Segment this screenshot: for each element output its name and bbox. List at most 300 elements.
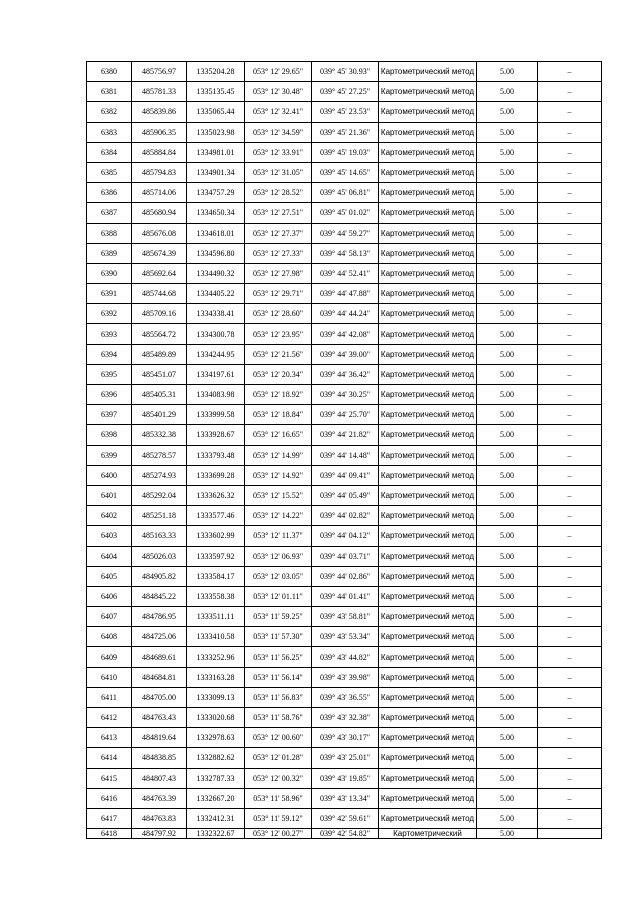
longitude-cell: 039° 44' 36.42": [312, 364, 379, 384]
precision-cell: 5.00: [477, 667, 538, 687]
y-coordinate-cell: 1333252.96: [187, 647, 245, 667]
latitude-cell: 053° 12' 14.99": [245, 445, 312, 465]
latitude-cell: 053° 12' 32.41": [245, 102, 312, 122]
y-coordinate-cell: 1333584.17: [187, 566, 245, 586]
note-cell: –: [538, 122, 602, 142]
precision-cell: 5.00: [477, 808, 538, 828]
precision-cell: 5.00: [477, 506, 538, 526]
table-row: [87, 425, 602, 445]
precision-cell: 5.00: [477, 829, 538, 839]
method-cell: Картометрический метод: [379, 667, 477, 687]
y-coordinate-cell: 1333699.28: [187, 465, 245, 485]
longitude-cell: 039° 43' 36.55": [312, 687, 379, 707]
method-cell: Картометрический метод: [379, 808, 477, 828]
y-coordinate-cell: 1334596.80: [187, 243, 245, 263]
x-coordinate-cell: 484763.39: [132, 788, 187, 808]
x-coordinate-cell: 485332.38: [132, 425, 187, 445]
point-number-cell: 6398: [87, 425, 132, 445]
method-cell: Картометрический метод: [379, 102, 477, 122]
method-cell: Картометрический метод: [379, 748, 477, 768]
x-coordinate-cell: 484786.95: [132, 607, 187, 627]
longitude-cell: 039° 44' 05.49": [312, 485, 379, 505]
point-number-cell: 6384: [87, 142, 132, 162]
note-cell: –: [538, 223, 602, 243]
longitude-cell: 039° 43' 19.85": [312, 768, 379, 788]
table-row: [87, 768, 602, 788]
x-coordinate-cell: 484705.00: [132, 687, 187, 707]
precision-cell: 5.00: [477, 687, 538, 707]
x-coordinate-cell: 484807.43: [132, 768, 187, 788]
y-coordinate-cell: 1333597.92: [187, 546, 245, 566]
precision-cell: 5.00: [477, 102, 538, 122]
point-number-cell: 6404: [87, 546, 132, 566]
longitude-cell: 039° 44' 52.41": [312, 263, 379, 283]
point-number-cell: 6409: [87, 647, 132, 667]
method-cell: Картометрический метод: [379, 142, 477, 162]
note-cell: –: [538, 808, 602, 828]
latitude-cell: 053° 11' 58.96": [245, 788, 312, 808]
latitude-cell: 053° 11' 59.25": [245, 607, 312, 627]
point-number-cell: 6383: [87, 122, 132, 142]
point-number-cell: 6395: [87, 364, 132, 384]
table-row: [87, 687, 602, 707]
method-cell: Картометрический метод: [379, 708, 477, 728]
point-number-cell: 6400: [87, 465, 132, 485]
y-coordinate-cell: 1334650.34: [187, 203, 245, 223]
note-cell: –: [538, 687, 602, 707]
method-cell: Картометрический метод: [379, 203, 477, 223]
point-number-cell: 6389: [87, 243, 132, 263]
method-cell: Картометрический метод: [379, 324, 477, 344]
latitude-cell: 053° 12' 16.65": [245, 425, 312, 445]
x-coordinate-cell: 485401.29: [132, 405, 187, 425]
table-row: [87, 808, 602, 828]
latitude-cell: 053° 12' 21.56": [245, 344, 312, 364]
note-cell: –: [538, 203, 602, 223]
table-row: [87, 122, 602, 142]
table-row: [87, 667, 602, 687]
longitude-cell: 039° 45' 27.25": [312, 82, 379, 102]
precision-cell: 5.00: [477, 425, 538, 445]
y-coordinate-cell: 1333511.11: [187, 607, 245, 627]
table-row: [87, 203, 602, 223]
point-number-cell: 6401: [87, 485, 132, 505]
note-cell: –: [538, 183, 602, 203]
latitude-cell: 053° 12' 29.71": [245, 284, 312, 304]
coordinates-table: [86, 61, 602, 839]
longitude-cell: 039° 44' 59.27": [312, 223, 379, 243]
note-cell: –: [538, 263, 602, 283]
y-coordinate-cell: 1333410.58: [187, 627, 245, 647]
x-coordinate-cell: 485839.86: [132, 102, 187, 122]
y-coordinate-cell: 1333558.38: [187, 586, 245, 606]
note-cell: –: [538, 586, 602, 606]
note-cell: –: [538, 324, 602, 344]
point-number-cell: 6411: [87, 687, 132, 707]
method-cell: Картометрический метод: [379, 485, 477, 505]
x-coordinate-cell: 484905.82: [132, 566, 187, 586]
note-cell: –: [538, 385, 602, 405]
longitude-cell: 039° 45' 06.81": [312, 183, 379, 203]
y-coordinate-cell: 1334338.41: [187, 304, 245, 324]
table-row: [87, 142, 602, 162]
x-coordinate-cell: 485781.33: [132, 82, 187, 102]
x-coordinate-cell: 485714.06: [132, 183, 187, 203]
latitude-cell: 053° 11' 57.30": [245, 627, 312, 647]
note-cell: –: [538, 405, 602, 425]
method-cell: Картометрический метод: [379, 183, 477, 203]
longitude-cell: 039° 44' 25.70": [312, 405, 379, 425]
method-cell: Картометрический метод: [379, 728, 477, 748]
table-row: [87, 607, 602, 627]
table-row: [87, 102, 602, 122]
method-cell: Картометрический метод: [379, 465, 477, 485]
table-row: [87, 263, 602, 283]
y-coordinate-cell: 1334618.01: [187, 223, 245, 243]
latitude-cell: 053° 12' 33.91": [245, 142, 312, 162]
note-cell: –: [538, 566, 602, 586]
note-cell: –: [538, 142, 602, 162]
longitude-cell: 039° 44' 09.41": [312, 465, 379, 485]
method-cell: Картометрический метод: [379, 364, 477, 384]
point-number-cell: 6380: [87, 62, 132, 82]
x-coordinate-cell: 485274.93: [132, 465, 187, 485]
method-cell: Картометрический метод: [379, 687, 477, 707]
note-cell: –: [538, 728, 602, 748]
note-cell: –: [538, 506, 602, 526]
longitude-cell: 039° 42' 54.82": [312, 829, 379, 839]
point-number-cell: 6403: [87, 526, 132, 546]
y-coordinate-cell: 1332667.20: [187, 788, 245, 808]
method-cell: Картометрический метод: [379, 445, 477, 465]
precision-cell: 5.00: [477, 82, 538, 102]
y-coordinate-cell: 1334757.29: [187, 183, 245, 203]
table-row: [87, 526, 602, 546]
note-cell: –: [538, 788, 602, 808]
precision-cell: 5.00: [477, 162, 538, 182]
latitude-cell: 053° 12' 20.34": [245, 364, 312, 384]
y-coordinate-cell: 1333999.58: [187, 405, 245, 425]
table-row: [87, 728, 602, 748]
method-cell: Картометрический метод: [379, 223, 477, 243]
longitude-cell: 039° 45' 23.53": [312, 102, 379, 122]
latitude-cell: 053° 12' 28.52": [245, 183, 312, 203]
y-coordinate-cell: 1334490.32: [187, 263, 245, 283]
y-coordinate-cell: 1335065.44: [187, 102, 245, 122]
method-cell: Картометрический метод: [379, 506, 477, 526]
precision-cell: 5.00: [477, 445, 538, 465]
x-coordinate-cell: 485026.03: [132, 546, 187, 566]
latitude-cell: 053° 12' 34.59": [245, 122, 312, 142]
note-cell: –: [538, 546, 602, 566]
latitude-cell: 053° 12' 01.28": [245, 748, 312, 768]
longitude-cell: 039° 44' 39.00": [312, 344, 379, 364]
method-cell: Картометрический метод: [379, 162, 477, 182]
point-number-cell: 6414: [87, 748, 132, 768]
note-cell: –: [538, 748, 602, 768]
precision-cell: 5.00: [477, 627, 538, 647]
precision-cell: 5.00: [477, 344, 538, 364]
y-coordinate-cell: 1332882.62: [187, 748, 245, 768]
point-number-cell: 6390: [87, 263, 132, 283]
method-cell: Картометрический метод: [379, 405, 477, 425]
table-row: [87, 162, 602, 182]
x-coordinate-cell: 485564.72: [132, 324, 187, 344]
note-cell: –: [538, 465, 602, 485]
precision-cell: 5.00: [477, 183, 538, 203]
table-row: [87, 364, 602, 384]
x-coordinate-cell: 485709.16: [132, 304, 187, 324]
table-row: [87, 647, 602, 667]
point-number-cell: 6416: [87, 788, 132, 808]
x-coordinate-cell: 485292.04: [132, 485, 187, 505]
table-row: [87, 223, 602, 243]
longitude-cell: 039° 45' 01.02": [312, 203, 379, 223]
note-cell: –: [538, 82, 602, 102]
note-cell: –: [538, 768, 602, 788]
note-cell: –: [538, 425, 602, 445]
longitude-cell: 039° 45' 19.03": [312, 142, 379, 162]
precision-cell: 5.00: [477, 284, 538, 304]
x-coordinate-cell: 485676.08: [132, 223, 187, 243]
y-coordinate-cell: 1335135.45: [187, 82, 245, 102]
table-row: [87, 829, 602, 839]
method-cell: Картометрический метод: [379, 607, 477, 627]
point-number-cell: 6402: [87, 506, 132, 526]
latitude-cell: 053° 12' 01.11": [245, 586, 312, 606]
note-cell: –: [538, 526, 602, 546]
method-cell: Картометрический метод: [379, 566, 477, 586]
point-number-cell: 6407: [87, 607, 132, 627]
note-cell: [538, 829, 602, 839]
note-cell: –: [538, 364, 602, 384]
method-cell: Картометрический метод: [379, 122, 477, 142]
point-number-cell: 6405: [87, 566, 132, 586]
latitude-cell: 053° 12' 27.33": [245, 243, 312, 263]
method-cell: Картометрический метод: [379, 768, 477, 788]
table-row: [87, 243, 602, 263]
x-coordinate-cell: 484689.61: [132, 647, 187, 667]
x-coordinate-cell: 485794.83: [132, 162, 187, 182]
longitude-cell: 039° 44' 02.82": [312, 506, 379, 526]
y-coordinate-cell: 1333099.13: [187, 687, 245, 707]
table-row: [87, 344, 602, 364]
latitude-cell: 053° 12' 00.60": [245, 728, 312, 748]
y-coordinate-cell: 1333577.46: [187, 506, 245, 526]
longitude-cell: 039° 44' 21.82": [312, 425, 379, 445]
precision-cell: 5.00: [477, 122, 538, 142]
x-coordinate-cell: 485756.97: [132, 62, 187, 82]
latitude-cell: 053° 12' 00.32": [245, 768, 312, 788]
x-coordinate-cell: 484725.06: [132, 627, 187, 647]
y-coordinate-cell: 1333928.67: [187, 425, 245, 445]
precision-cell: 5.00: [477, 203, 538, 223]
table-row: [87, 324, 602, 344]
y-coordinate-cell: 1332322.67: [187, 829, 245, 839]
y-coordinate-cell: 1332978.63: [187, 728, 245, 748]
x-coordinate-cell: 485906.35: [132, 122, 187, 142]
table-row: [87, 62, 602, 82]
precision-cell: 5.00: [477, 465, 538, 485]
point-number-cell: 6381: [87, 82, 132, 102]
point-number-cell: 6388: [87, 223, 132, 243]
precision-cell: 5.00: [477, 243, 538, 263]
method-cell: Картометрический метод: [379, 586, 477, 606]
note-cell: –: [538, 647, 602, 667]
x-coordinate-cell: 485692.64: [132, 263, 187, 283]
note-cell: –: [538, 607, 602, 627]
latitude-cell: 053° 11' 56.83": [245, 687, 312, 707]
longitude-cell: 039° 45' 14.65": [312, 162, 379, 182]
latitude-cell: 053° 12' 00.27": [245, 829, 312, 839]
latitude-cell: 053° 11' 59.12": [245, 808, 312, 828]
latitude-cell: 053° 12' 27.98": [245, 263, 312, 283]
precision-cell: 5.00: [477, 263, 538, 283]
latitude-cell: 053° 12' 27.51": [245, 203, 312, 223]
method-cell: Картометрический метод: [379, 647, 477, 667]
table-row: [87, 708, 602, 728]
longitude-cell: 039° 45' 30.93": [312, 62, 379, 82]
precision-cell: 5.00: [477, 385, 538, 405]
precision-cell: 5.00: [477, 586, 538, 606]
point-number-cell: 6393: [87, 324, 132, 344]
x-coordinate-cell: 484838.85: [132, 748, 187, 768]
table-row: [87, 385, 602, 405]
longitude-cell: 039° 43' 30.17": [312, 728, 379, 748]
note-cell: –: [538, 445, 602, 465]
x-coordinate-cell: 485451.07: [132, 364, 187, 384]
longitude-cell: 039° 44' 30.25": [312, 385, 379, 405]
latitude-cell: 053° 11' 56.25": [245, 647, 312, 667]
precision-cell: 5.00: [477, 304, 538, 324]
y-coordinate-cell: 1333020.68: [187, 708, 245, 728]
table-row: [87, 485, 602, 505]
note-cell: –: [538, 102, 602, 122]
note-cell: –: [538, 62, 602, 82]
note-cell: –: [538, 284, 602, 304]
point-number-cell: 6417: [87, 808, 132, 828]
method-cell: Картометрический метод: [379, 385, 477, 405]
latitude-cell: 053° 12' 03.05": [245, 566, 312, 586]
precision-cell: 5.00: [477, 566, 538, 586]
latitude-cell: 053° 12' 28.60": [245, 304, 312, 324]
x-coordinate-cell: 485489.89: [132, 344, 187, 364]
longitude-cell: 039° 44' 14.48": [312, 445, 379, 465]
longitude-cell: 039° 44' 04.12": [312, 526, 379, 546]
point-number-cell: 6392: [87, 304, 132, 324]
latitude-cell: 053° 12' 31.05": [245, 162, 312, 182]
point-number-cell: 6410: [87, 667, 132, 687]
point-number-cell: 6396: [87, 385, 132, 405]
method-cell: Картометрический метод: [379, 788, 477, 808]
longitude-cell: 039° 43' 39.98": [312, 667, 379, 687]
point-number-cell: 6387: [87, 203, 132, 223]
method-cell: Картометрический метод: [379, 263, 477, 283]
y-coordinate-cell: 1333163.28: [187, 667, 245, 687]
point-number-cell: 6382: [87, 102, 132, 122]
method-cell: Картометрический метод: [379, 425, 477, 445]
note-cell: –: [538, 304, 602, 324]
latitude-cell: 053° 12' 06.93": [245, 546, 312, 566]
y-coordinate-cell: 1332787.33: [187, 768, 245, 788]
precision-cell: 5.00: [477, 142, 538, 162]
longitude-cell: 039° 43' 58.81": [312, 607, 379, 627]
method-cell: Картометрический метод: [379, 546, 477, 566]
x-coordinate-cell: 485278.57: [132, 445, 187, 465]
x-coordinate-cell: 484684.81: [132, 667, 187, 687]
longitude-cell: 039° 44' 01.41": [312, 586, 379, 606]
method-cell: Картометрический метод: [379, 344, 477, 364]
note-cell: –: [538, 485, 602, 505]
point-number-cell: 6412: [87, 708, 132, 728]
y-coordinate-cell: 1334405.22: [187, 284, 245, 304]
table-row: [87, 586, 602, 606]
x-coordinate-cell: 484763.83: [132, 808, 187, 828]
latitude-cell: 053° 12' 11.37": [245, 526, 312, 546]
table-row: [87, 183, 602, 203]
precision-cell: 5.00: [477, 324, 538, 344]
table-row: [87, 405, 602, 425]
method-cell: Картометрический: [379, 829, 477, 839]
note-cell: –: [538, 667, 602, 687]
precision-cell: 5.00: [477, 748, 538, 768]
y-coordinate-cell: 1335023.98: [187, 122, 245, 142]
latitude-cell: 053° 12' 29.65": [245, 62, 312, 82]
y-coordinate-cell: 1335204.28: [187, 62, 245, 82]
latitude-cell: 053° 11' 58.76": [245, 708, 312, 728]
precision-cell: 5.00: [477, 546, 538, 566]
x-coordinate-cell: 485674.39: [132, 243, 187, 263]
longitude-cell: 039° 44' 58.13": [312, 243, 379, 263]
point-number-cell: 6397: [87, 405, 132, 425]
y-coordinate-cell: 1333793.48: [187, 445, 245, 465]
precision-cell: 5.00: [477, 405, 538, 425]
note-cell: –: [538, 627, 602, 647]
x-coordinate-cell: 485405.31: [132, 385, 187, 405]
method-cell: Картометрический метод: [379, 82, 477, 102]
x-coordinate-cell: 484819.64: [132, 728, 187, 748]
x-coordinate-cell: 485680.94: [132, 203, 187, 223]
y-coordinate-cell: 1334901.34: [187, 162, 245, 182]
table-row: [87, 627, 602, 647]
longitude-cell: 039° 44' 44.24": [312, 304, 379, 324]
precision-cell: 5.00: [477, 364, 538, 384]
method-cell: Картометрический метод: [379, 243, 477, 263]
precision-cell: 5.00: [477, 647, 538, 667]
longitude-cell: 039° 44' 42.08": [312, 324, 379, 344]
table-row: [87, 465, 602, 485]
latitude-cell: 053° 12' 27.37": [245, 223, 312, 243]
table-row: [87, 304, 602, 324]
y-coordinate-cell: 1334300.78: [187, 324, 245, 344]
latitude-cell: 053° 12' 15.52": [245, 485, 312, 505]
longitude-cell: 039° 43' 32.38": [312, 708, 379, 728]
note-cell: –: [538, 243, 602, 263]
latitude-cell: 053° 12' 14.22": [245, 506, 312, 526]
longitude-cell: 039° 45' 21.36": [312, 122, 379, 142]
point-number-cell: 6399: [87, 445, 132, 465]
method-cell: Картометрический метод: [379, 284, 477, 304]
precision-cell: 5.00: [477, 708, 538, 728]
point-number-cell: 6386: [87, 183, 132, 203]
note-cell: –: [538, 162, 602, 182]
latitude-cell: 053° 12' 30.48": [245, 82, 312, 102]
x-coordinate-cell: 485163.33: [132, 526, 187, 546]
longitude-cell: 039° 44' 47.88": [312, 284, 379, 304]
point-number-cell: 6394: [87, 344, 132, 364]
precision-cell: 5.00: [477, 485, 538, 505]
precision-cell: 5.00: [477, 788, 538, 808]
